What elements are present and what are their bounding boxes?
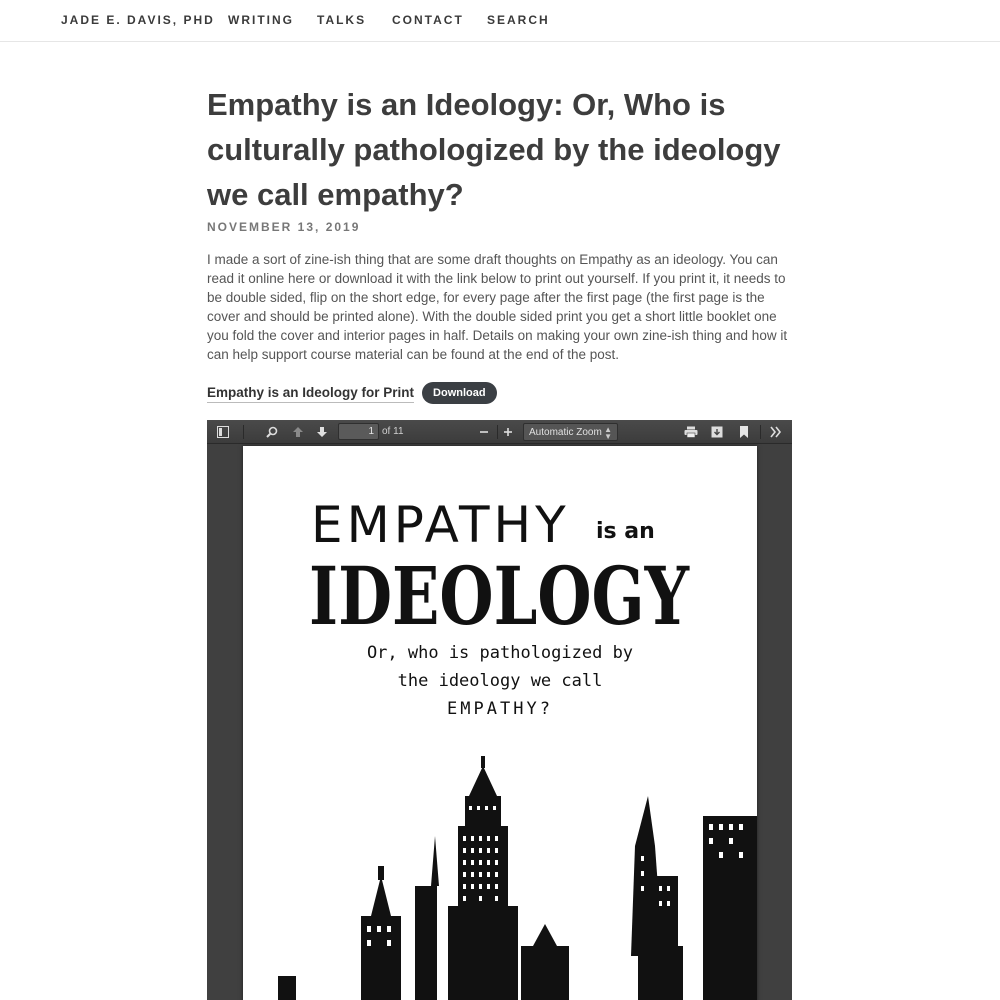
cover-title-line2: IDEOLOGY: [309, 549, 690, 643]
post-article: [207, 82, 793, 364]
toolbar-separator: [497, 425, 498, 439]
city-skyline-illustration: [243, 756, 757, 1000]
post-title: Empathy is an Ideology: Or, Who is culturally pathologized by the ideology we call empathy?: [207, 87, 781, 212]
zoom-out-icon[interactable]: [476, 424, 492, 440]
cover-subtitle-line1: Or, who is pathologized by: [366, 643, 634, 663]
tools-icon[interactable]: [768, 424, 784, 440]
sidebar-toggle-icon[interactable]: [215, 424, 231, 440]
search-icon[interactable]: [264, 424, 280, 440]
page-count-label: of 11: [382, 426, 404, 437]
toolbar-separator: [243, 425, 244, 439]
page-up-icon[interactable]: [290, 424, 306, 440]
page-down-icon[interactable]: [314, 424, 330, 440]
pdf-viewer: [207, 420, 792, 1000]
nav-link-contact[interactable]: CONTACT: [392, 13, 464, 27]
pdf-page: [243, 446, 757, 1000]
save-icon[interactable]: [709, 424, 725, 440]
page-number-input[interactable]: 1: [338, 423, 379, 440]
bookmark-icon[interactable]: [736, 424, 752, 440]
nav-link-talks[interactable]: TALKS: [317, 13, 367, 27]
site-name-link[interactable]: JADE E. DAVIS, PHD: [61, 13, 215, 27]
select-arrows-icon: ▲ ▼: [604, 425, 612, 441]
cover-title-line1: EMPATHY: [311, 496, 570, 554]
zoom-in-icon[interactable]: [500, 424, 516, 440]
nav-link-search[interactable]: SEARCH: [487, 13, 550, 27]
zoom-select[interactable]: [523, 423, 618, 441]
download-row: [207, 381, 497, 405]
cover-title-line1b: is an: [596, 519, 655, 544]
pdf-toolbar: [207, 420, 792, 444]
top-navigation: [0, 0, 1000, 42]
toolbar-separator: [760, 425, 761, 439]
cover-subtitle-line2: the ideology we call: [397, 671, 603, 691]
post-body-paragraph: I made a sort of zine-ish thing that are some draft thoughts on Empathy as an ideology. You can read it online here or download it with the link below to print out yourself. If you print it, it needs to be double sided, flip on the short edge, for every page after the first page (the first page is the cover and should be printed alone). With the double sided print you get a short little booklet one you fold the cover and interior pages in half. Details on making your own zine-ish thing and how it can help support course material can be found at the end of the post.: [207, 252, 788, 362]
zoom-select-value: Automatic Zoom: [529, 427, 602, 438]
cover-subtitle-line3: EMPATHY?: [447, 699, 553, 719]
post-date: NOVEMBER 13, 2019: [207, 220, 361, 234]
print-pdf-link[interactable]: Empathy is an Ideology for Print: [207, 384, 414, 403]
print-icon[interactable]: [683, 424, 699, 440]
zine-cover-lettering: [243, 446, 757, 746]
download-button[interactable]: Download: [422, 382, 497, 404]
nav-link-writing[interactable]: WRITING: [228, 13, 294, 27]
